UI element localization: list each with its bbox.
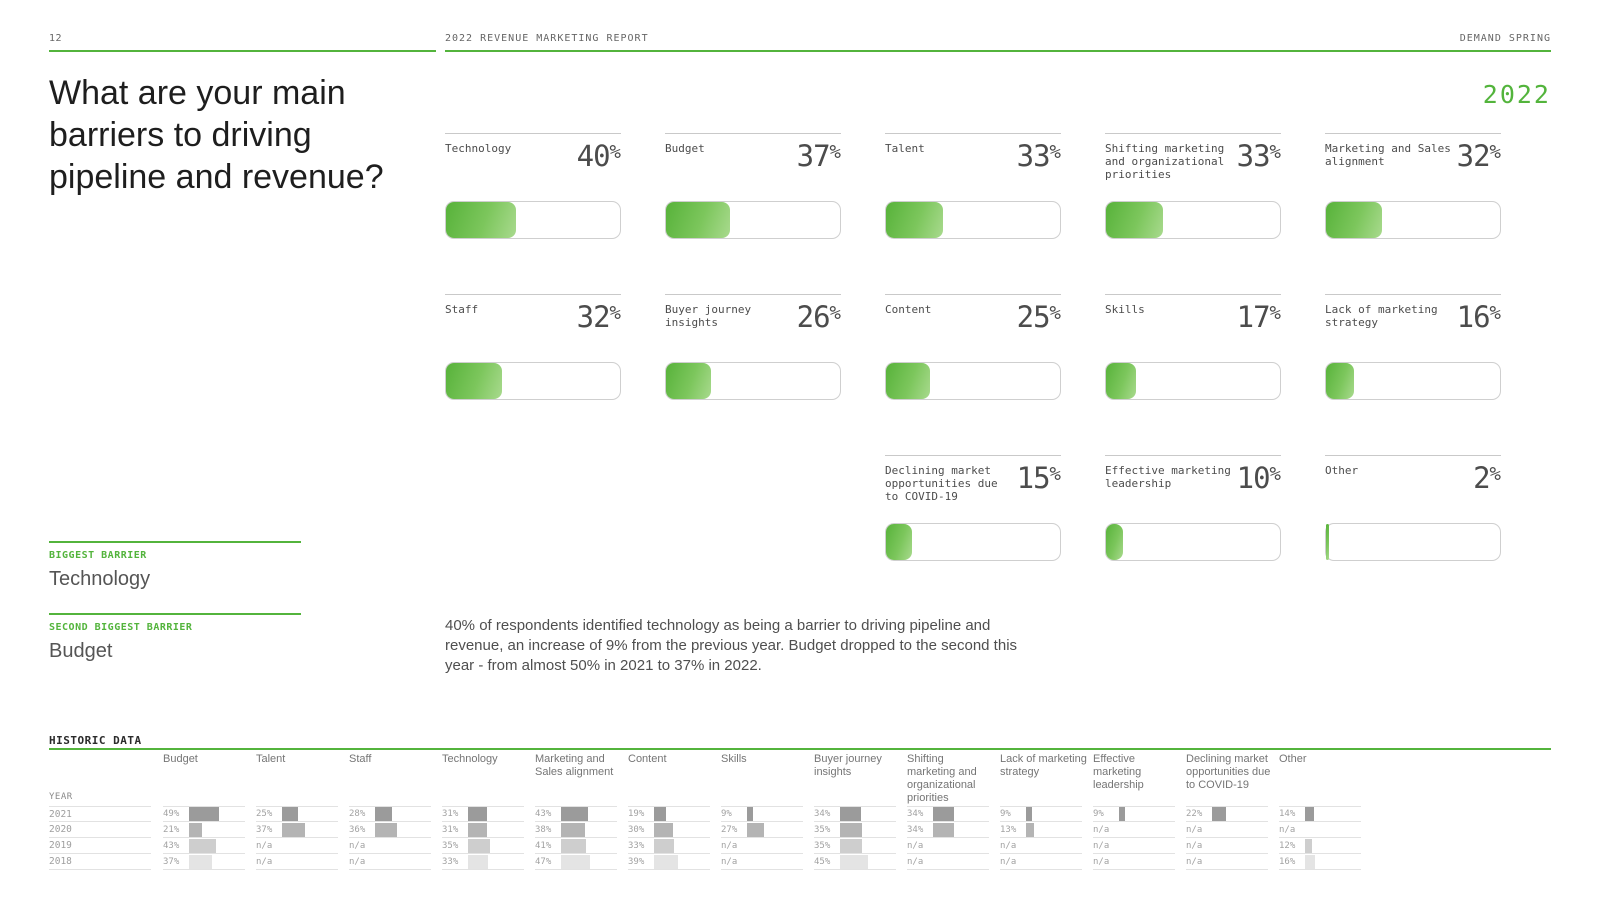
barrier-card [445,294,621,455]
historic-column [442,753,535,870]
barrier-card [665,133,841,294]
historic-cell-value: 30% [628,824,645,835]
historic-cell-value: 37% [256,824,273,835]
historic-cell [1279,838,1361,854]
historic-column-header: Shifting marketing and organizational priorities [907,753,977,804]
barrier-value-wrap [1473,461,1501,495]
barrier-value: 10 [1236,461,1270,495]
historic-cell-bar [1026,807,1032,821]
historic-cell-value: n/a [1093,856,1110,867]
historic-cell-value: 12% [1279,840,1296,851]
historic-cell [163,854,245,870]
barrier-bar-track [1325,201,1501,239]
historic-cell [721,838,803,854]
historic-cell-value: 41% [535,840,552,851]
barrier-value-wrap [1237,139,1281,173]
historic-cell-bar [654,807,666,821]
historic-column-header: Budget [163,753,198,765]
page-title: What are your main barriers to driving pipeline and revenue? [49,74,384,196]
historic-cell [349,854,431,870]
historic-cell-value: 9% [1000,809,1011,819]
historic-cell [721,822,803,838]
historic-cell [628,838,710,854]
historic-column-header: Talent [256,753,286,765]
historic-cell-bar [189,855,212,869]
historic-cell-value: n/a [349,856,366,867]
barrier-bar-fill [446,202,516,238]
barrier-value-wrap [577,139,621,173]
historic-cell-value: n/a [907,856,924,867]
historic-cell [256,838,338,854]
barrier-value: 40 [576,139,610,173]
historic-cell [163,822,245,838]
historic-cell [442,854,524,870]
historic-cell [442,806,524,822]
historic-cell [721,806,803,822]
barrier-label: Buyer journey insights [665,303,752,329]
barrier-value-wrap [1237,300,1281,334]
historic-cell [628,822,710,838]
historic-cell-bar [840,839,862,853]
historic-cell-value: 9% [721,809,732,819]
historic-column [1093,753,1186,870]
historic-cell-value: n/a [1000,840,1017,851]
historic-cell [1000,838,1082,854]
barrier-unit: % [1269,141,1281,163]
barrier-label: Talent [885,142,925,155]
historic-cell [814,838,896,854]
historic-cell-bar [1305,839,1312,853]
historic-column [1000,753,1093,870]
barrier-card [1325,133,1501,294]
barrier-label: Lack of marketing strategy [1325,303,1438,329]
barrier-label: Other [1325,464,1359,477]
historic-column-header: Content [628,753,667,765]
historic-cell-bar [840,823,862,837]
historic-cell-value: n/a [907,840,924,851]
barrier-bar-track [1325,362,1501,400]
historic-cell [1279,822,1361,838]
barrier-value-wrap [797,300,841,334]
barrier-bar-fill [446,363,502,399]
historic-cell-bar [468,807,487,821]
historic-column-header: Other [1279,753,1307,765]
historic-cell-value: n/a [1186,824,1203,835]
barrier-bar-fill [1106,202,1163,238]
historic-cell-value: n/a [1186,840,1203,851]
historic-cell-value: 22% [1186,809,1203,819]
historic-cell [814,806,896,822]
historic-divider-line [49,748,1551,750]
barrier-bar-fill [1326,363,1354,399]
historic-cell-bar [1212,807,1226,821]
historic-cell-value: 33% [628,840,645,851]
historic-cell [1000,854,1082,870]
historic-cell [1093,838,1175,854]
barrier-value: 16 [1456,300,1490,334]
historic-cell-value: n/a [349,840,366,851]
historic-cell-bar [375,823,397,837]
historic-cell-value: n/a [256,840,273,851]
historic-column-header: Staff [349,753,372,765]
historic-cell-bar [282,823,305,837]
historic-year: 2020 [49,822,151,838]
historic-cell-value: 9% [1093,809,1104,819]
historic-cell [163,838,245,854]
historic-column [535,753,628,870]
barrier-label: Shifting marketing and organizational priorities [1105,142,1225,181]
historic-cell [256,806,338,822]
historic-column-header: Skills [721,753,747,765]
historic-cell [907,854,989,870]
brand-name: DEMAND SPRING [1459,33,1551,44]
historic-cell [1186,822,1268,838]
historic-cell [628,806,710,822]
barrier-label: Staff [445,303,479,316]
barrier-unit: % [1269,302,1281,324]
historic-cell [535,854,617,870]
barrier-unit: % [1049,463,1061,485]
barrier-value-wrap [1457,139,1501,173]
historic-cell-value: 16% [1279,856,1296,867]
historic-cell-value: 37% [163,856,180,867]
second-biggest-barrier-callout [49,613,301,663]
historic-cell-value: n/a [1000,856,1017,867]
historic-year: 2018 [49,854,151,870]
barrier-unit: % [1269,463,1281,485]
historic-cell-value: 49% [163,809,180,819]
historic-cell [442,838,524,854]
historic-cell [1093,822,1175,838]
historic-cell-bar [189,807,219,821]
barrier-card [445,133,621,294]
barrier-label: Budget [665,142,705,155]
barrier-bar-track [885,201,1061,239]
historic-cell-value: 34% [907,809,924,819]
historic-column [628,753,721,870]
barrier-bar-track [1105,201,1281,239]
historic-cell-bar [840,807,861,821]
historic-column [907,753,1000,870]
historic-cell [907,822,989,838]
historic-cell [628,854,710,870]
barrier-bar-track [885,362,1061,400]
historic-cell-bar [933,807,954,821]
barrier-bar-track [665,201,841,239]
barrier-card [885,455,1061,616]
historic-cell-bar [468,855,488,869]
historic-cell [256,854,338,870]
historic-cell [349,822,431,838]
barrier-bar-fill [1106,524,1123,560]
historic-cell-value: 39% [628,856,645,867]
barrier-bar-track [1325,523,1501,561]
barrier-bar-fill [886,363,930,399]
historic-cell-bar [468,839,490,853]
year-badge: 2022 [1482,80,1551,109]
historic-column [1186,753,1279,870]
barrier-bar-fill [1326,524,1329,560]
barrier-unit: % [829,141,841,163]
historic-cell [442,822,524,838]
barrier-card [1105,455,1281,616]
historic-cell [349,838,431,854]
historic-cell [1000,806,1082,822]
barrier-value: 33 [1236,139,1270,173]
historic-cell-value: 38% [535,824,552,835]
historic-cell [907,838,989,854]
historic-cell-bar [747,823,764,837]
historic-cell-value: 14% [1279,809,1296,819]
barrier-bar-fill [666,202,730,238]
barrier-unit: % [1049,302,1061,324]
historic-cell-value: 34% [907,824,924,835]
historic-cell [1186,838,1268,854]
barrier-bar-fill [886,524,912,560]
barrier-value: 32 [576,300,610,334]
historic-year: 2019 [49,838,151,854]
historic-year: 2021 [49,806,151,822]
barrier-value: 25 [1016,300,1050,334]
barrier-unit: % [1049,141,1061,163]
historic-cell-bar [840,855,868,869]
barrier-label: Content [885,303,932,316]
barrier-value-wrap [1237,461,1281,495]
historic-cell [1093,806,1175,822]
historic-cell-value: 35% [814,824,831,835]
barrier-bar-track [445,362,621,400]
page-number-text: 12 [49,33,63,44]
historic-cell-value: 19% [628,809,645,819]
report-header [445,33,1551,52]
historic-cell-value: 35% [814,840,831,851]
historic-cell-value: 43% [535,809,552,819]
historic-table [49,753,1372,870]
report-title: 2022 REVENUE MARKETING REPORT [445,33,649,44]
barrier-bar-track [665,362,841,400]
historic-cell [535,822,617,838]
historic-cell [1279,806,1361,822]
barrier-bar-track [445,201,621,239]
historic-cell [907,806,989,822]
historic-cell-value: n/a [256,856,273,867]
historic-cell-bar [189,839,216,853]
historic-cell-value: 13% [1000,824,1017,835]
historic-cell [349,806,431,822]
historic-column-header: Declining market opportunities due to COVID-19 [1186,753,1271,791]
historic-cell [535,838,617,854]
barrier-label: Technology [445,142,512,155]
barrier-card [1325,455,1501,616]
historic-column [814,753,907,870]
barrier-bar-track [885,523,1061,561]
second-biggest-barrier-value: Budget [49,640,113,662]
barrier-unit: % [1489,302,1501,324]
barrier-card [885,133,1061,294]
barrier-value-wrap [1457,300,1501,334]
historic-cell-bar [561,807,588,821]
barrier-value-wrap [1017,139,1061,173]
barrier-unit: % [609,302,621,324]
barrier-bar-fill [1326,202,1382,238]
historic-cell-value: 35% [442,840,459,851]
historic-cell-bar [561,823,585,837]
historic-cell [163,806,245,822]
historic-cell-value: 28% [349,809,366,819]
historic-cell-bar [561,839,586,853]
historic-cell-value: 31% [442,824,459,835]
historic-column-header: Effective marketing leadership [1093,753,1144,791]
historic-cell-bar [654,839,674,853]
historic-cell-value: 45% [814,856,831,867]
barrier-bar-fill [666,363,711,399]
historic-cell-bar [654,855,678,869]
historic-column-header: Technology [442,753,498,765]
historic-column-header: Lack of marketing strategy [1000,753,1087,778]
historic-cell-bar [747,807,753,821]
historic-cell [814,854,896,870]
barrier-value-wrap [577,300,621,334]
historic-cell-bar [468,823,487,837]
biggest-barrier-callout [49,541,301,591]
page-number [49,33,436,52]
historic-column [163,753,256,870]
historic-cell [256,822,338,838]
barrier-value: 32 [1456,139,1490,173]
barrier-bar-track [1105,523,1281,561]
barrier-value: 26 [796,300,830,334]
biggest-barrier-label: BIGGEST BARRIER [49,550,147,561]
barrier-unit: % [1489,141,1501,163]
historic-column [1279,753,1372,870]
barrier-value: 2 [1473,461,1490,495]
historic-cell-value: n/a [1279,824,1296,835]
historic-cell [1279,854,1361,870]
barrier-bar-track [1105,362,1281,400]
historic-cell [1186,806,1268,822]
barrier-unit: % [1489,463,1501,485]
historic-cell-value: n/a [721,856,738,867]
barrier-value: 33 [1016,139,1050,173]
historic-cell-bar [375,807,392,821]
barrier-value: 37 [796,139,830,173]
barrier-unit: % [829,302,841,324]
historic-cell-bar [1026,823,1034,837]
historic-column [256,753,349,870]
barrier-value-wrap [797,139,841,173]
barrier-bar-fill [1106,363,1136,399]
historic-cell [1093,854,1175,870]
barrier-grid [445,133,1501,616]
second-biggest-barrier-label: SECOND BIGGEST BARRIER [49,622,193,633]
barrier-value-wrap [1017,461,1061,495]
commentary-text: 40% of respondents identified technology as being a barrier to driving pipeline and revenue, an increase of 9% from the previous year. Budget dropped to the second this year - from almost 50% in 2021 to 37% in 2022. [445,617,1018,674]
historic-cell-bar [1119,807,1125,821]
historic-cell-value: 27% [721,824,738,835]
historic-column-header: Buyer journey insights [814,753,882,778]
historic-cell-bar [654,823,673,837]
barrier-value: 15 [1016,461,1050,495]
barrier-card [1325,294,1501,455]
barrier-card [1105,294,1281,455]
historic-cell-value: n/a [721,840,738,851]
historic-cell [1000,822,1082,838]
historic-data-label: HISTORIC DATA [49,734,142,747]
barrier-value-wrap [1017,300,1061,334]
historic-cell [1186,854,1268,870]
historic-cell-value: 43% [163,840,180,851]
barrier-label: Effective marketing leadership [1105,464,1231,490]
barrier-card [1105,133,1281,294]
biggest-barrier-value: Technology [49,568,151,590]
historic-cell-value: n/a [1093,840,1110,851]
barrier-bar-fill [886,202,943,238]
historic-cell-bar [933,823,954,837]
barrier-label: Declining market opportunities due to COVID-19 [885,464,998,503]
historic-cell-value: n/a [1186,856,1203,867]
historic-cell-bar [561,855,590,869]
historic-cell-bar [189,823,202,837]
barrier-card [885,294,1061,455]
historic-cell [814,822,896,838]
barrier-value: 17 [1236,300,1270,334]
barrier-label: Skills [1105,303,1145,316]
historic-cell-value: n/a [1093,824,1110,835]
historic-cell-value: 47% [535,856,552,867]
historic-cell-bar [282,807,298,821]
historic-column-header: Marketing and Sales alignment [535,753,614,778]
historic-cell [535,806,617,822]
historic-cell-value: 33% [442,856,459,867]
barrier-card [665,294,841,455]
barrier-label: Marketing and Sales alignment [1325,142,1451,168]
historic-cell-value: 25% [256,809,273,819]
historic-cell-bar [1305,807,1314,821]
historic-column [721,753,814,870]
historic-cell-value: 34% [814,809,831,819]
historic-cell-value: 21% [163,824,180,835]
historic-cell-value: 31% [442,809,459,819]
historic-cell-value: 36% [349,824,366,835]
historic-year-column [49,753,163,870]
historic-year-header: YEAR [49,792,73,802]
historic-column [349,753,442,870]
historic-cell [721,854,803,870]
historic-cell-bar [1305,855,1315,869]
barrier-unit: % [609,141,621,163]
